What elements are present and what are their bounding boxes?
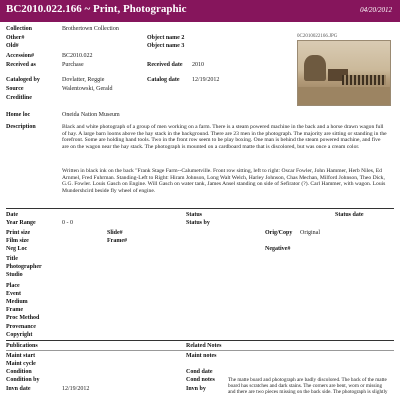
frame-number-label: Frame# (107, 238, 127, 244)
title-label: Title (6, 256, 18, 262)
status-label: Status (186, 212, 203, 218)
maint-cycle-label: Maint cycle (6, 361, 36, 367)
frame-label: Frame (6, 307, 23, 313)
received-as-label: Received as (6, 62, 36, 68)
old-label: Old# (6, 43, 19, 49)
photo-crowd (342, 75, 386, 85)
publications-label: Publications (6, 343, 38, 349)
year-range-value: 0 - 0 (62, 220, 73, 226)
accession-label: Accession# (6, 53, 34, 59)
other-label: Other# (6, 35, 25, 41)
film-size-label: Film size (6, 238, 29, 244)
collection-label: Collection (6, 26, 32, 32)
medium-label: Medium (6, 299, 28, 305)
section-divider-3 (6, 350, 394, 351)
negative-label: Negative# (265, 246, 291, 252)
object-name-2-label: Object name 2 (147, 35, 185, 41)
catalog-date-value: 12/19/2012 (192, 77, 220, 83)
cataloged-by-value: Dovlatter, Reggie (62, 77, 105, 83)
orig-copy-value: Original (300, 230, 320, 236)
source-value: Walentowski, Gerald (62, 86, 113, 92)
home-loc-value: Oneida Nation Museum (62, 112, 120, 118)
creditline-label: Creditline (6, 95, 32, 101)
neg-loc-label: Neg Loc (6, 246, 28, 252)
record-title: BC2010.022.166 ~ Print, Photographic (6, 3, 187, 15)
section-divider-1 (6, 208, 394, 209)
received-date-value: 2010 (192, 62, 204, 68)
description-label: Description (6, 124, 36, 130)
year-range-label: Year Range (6, 220, 36, 226)
condition-notes-text: The matte board and photograph are badly discolored. The back of the matte board has scratches and dark stains. The corners are bent, worn or missing and there are two pieces missing on the back side. The photograph is slightly (228, 377, 388, 395)
invn-date-value: 12/19/2012 (62, 386, 90, 392)
proc-method-label: Proc Method (6, 315, 40, 321)
collection-value: Brothertown Collection (62, 26, 119, 32)
cond-date-label: Cond date (186, 369, 213, 375)
home-loc-label: Home loc (6, 112, 31, 118)
status-date-label: Status date (335, 212, 364, 218)
source-label: Source (6, 86, 24, 92)
received-as-value: Purchase (62, 62, 84, 68)
orig-copy-label: Orig/Copy (265, 230, 293, 236)
object-photo[interactable] (297, 40, 391, 106)
related-notes-label: Related Notes (186, 343, 222, 349)
print-size-label: Print size (6, 230, 31, 236)
date-label: Date (6, 212, 18, 218)
condition-label: Condition (6, 369, 32, 375)
photographer-label: Photographer (6, 264, 42, 270)
maint-start-label: Maint start (6, 353, 36, 359)
description-text-1: Black and white photograph of a group of men working on a farm. There is a steam powered machine in the back and a horse drawn wagon full of hay. A large barn looms above the hay stack in the background. There are 23 men in the photograph. The majority are sitting or standing in the forefront. Some are holding hand tools. Two in the front row seem to be play boxing. One man is behind the steam powered machine, and five are on the wagon near the hay stack. The photograph is mounted on a cardboard matte that is discolored, but was once a cream color. (62, 124, 387, 150)
description-text-2: Written in black ink on the back "Frank Stage Farm--Calumetville. Front row sitting, left to right: Oscar Fowler, John Hammer, Herb Niles, Ed Arnmel, Fred Fuhrman. Standing-Left to Right: Hiram Johnson, Long Walt Welch, Harley Johnson, Chas Mechan, Milford Johnson, Theo Dick, G.G. Fowler. Louis Gasch on Engine. Will Gasch on water tank, James Ansel standing on side of Sefirator (?). Carl Hammer, with wagon. Louis Mundershcird beside fly wheel of engine. (62, 168, 386, 194)
object-name-3-label: Object name 3 (147, 43, 185, 49)
event-label: Event (6, 291, 21, 297)
condition-by-label: Condition by (6, 377, 40, 383)
studio-label: Studio (6, 272, 23, 278)
invn-by-label: Invn by (186, 386, 206, 392)
record-header (0, 0, 400, 22)
photo-filename: 0C2010022166.JPG (297, 34, 338, 39)
provenance-label: Provenance (6, 324, 36, 330)
photo-haystack (304, 55, 326, 81)
status-by-label: Status by (186, 220, 210, 226)
place-label: Place (6, 283, 20, 289)
maint-notes-label: Maint notes (186, 353, 217, 359)
invn-date-label: Invn date (6, 386, 31, 392)
photo-ground (298, 87, 390, 105)
received-date-label: Received date (147, 62, 183, 68)
accession-value: BC2010.022 (62, 53, 93, 59)
catalog-date-label: Catalog date (147, 77, 180, 83)
section-divider-2 (6, 340, 394, 341)
copyright-label: Copyright (6, 332, 33, 338)
cond-notes-label: Cond notes (186, 377, 215, 383)
print-date: 04/20/2012 (360, 6, 392, 14)
slide-label: Slide# (107, 230, 123, 236)
cataloged-by-label: Cataloged by (6, 77, 40, 83)
